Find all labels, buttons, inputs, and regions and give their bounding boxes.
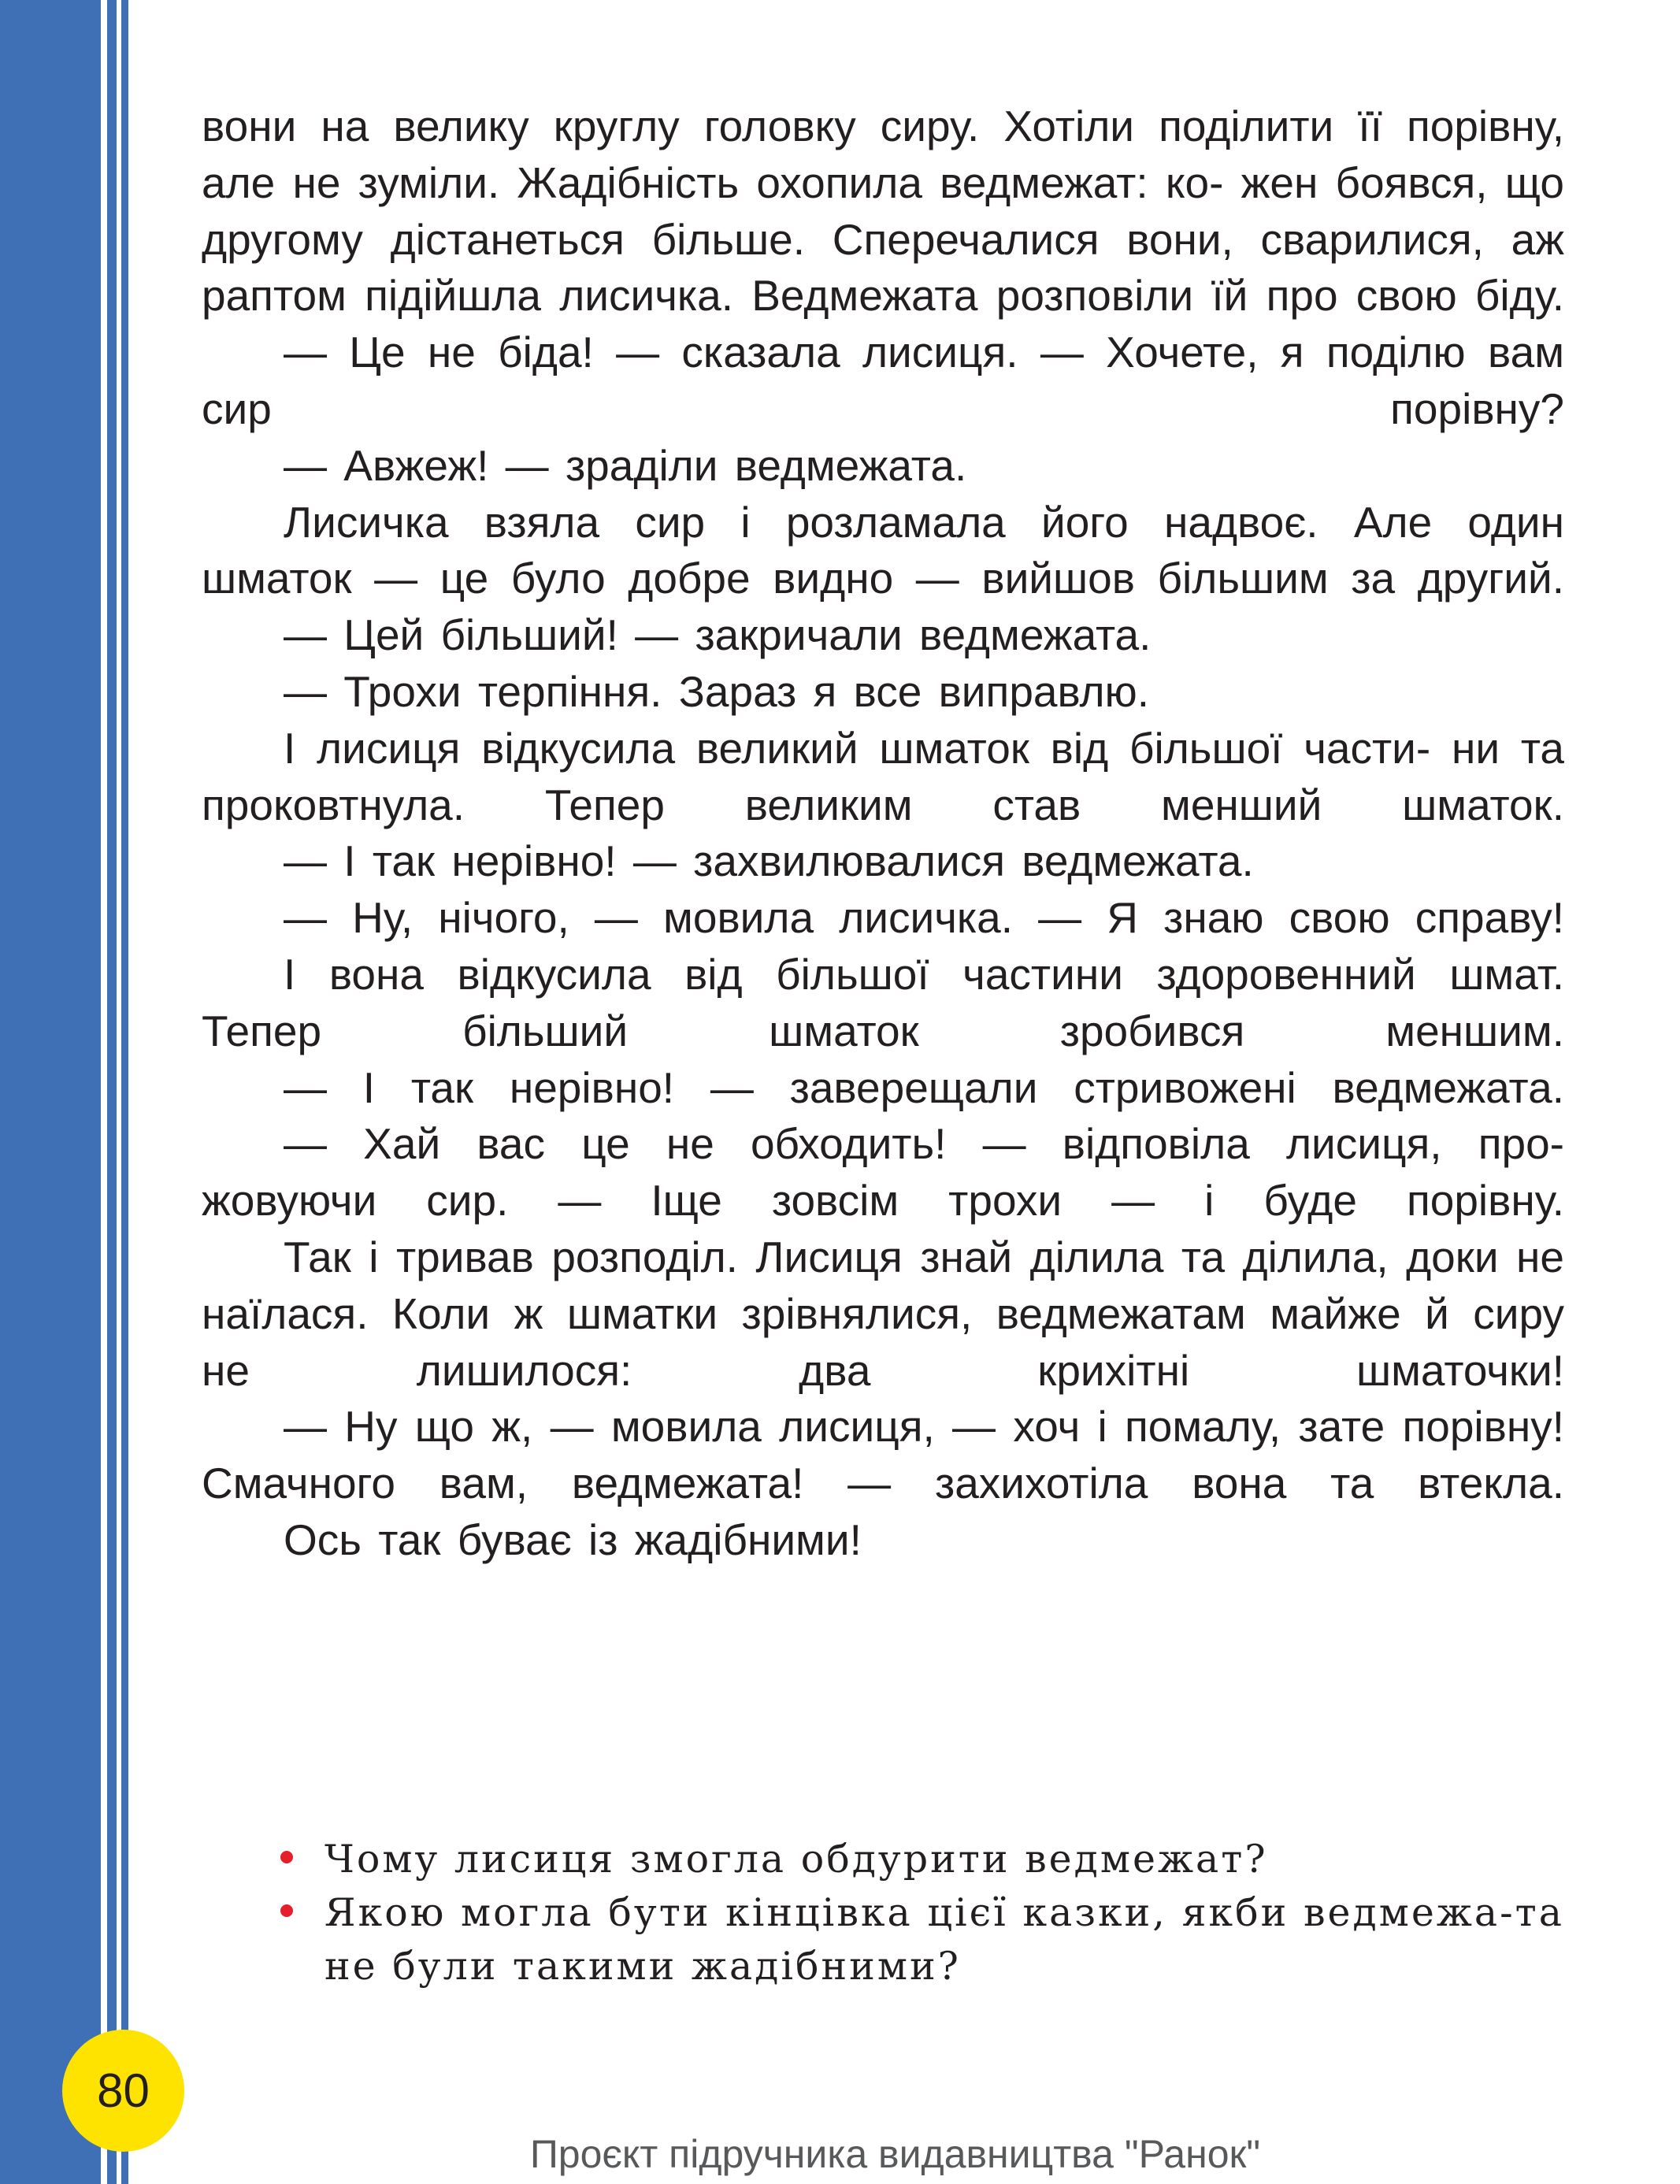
text-line: — Цей більший! — закричали ведмежата.	[284, 610, 1152, 660]
paragraph	[202, 438, 1564, 495]
text-line: шмат. Тепер більший шматок зробився меншим.	[202, 949, 1565, 1055]
text-line: втекла.	[1418, 1459, 1564, 1508]
question-text: Якою могла бути кінцівка цієї казки, якби ведмежа-та не були такими жадібними?	[325, 1890, 1564, 1989]
paragraph	[202, 495, 1564, 608]
paragraph	[202, 1060, 1564, 1117]
story-text	[202, 98, 1564, 1569]
paragraph	[202, 324, 1564, 438]
text-line: порівну! Смачного вам, ведмежата! — захихотіла вона та	[202, 1402, 1565, 1508]
text-line: жовуючи сир. — Іще зовсім трохи — і буде порівну.	[202, 1176, 1564, 1225]
text-line: шматок — це було добре видно — вийшов більшим за	[202, 554, 1396, 603]
paragraph	[202, 890, 1564, 947]
text-line: доки не наїлася. Коли ж шматки зрівнялися, ведмежатам	[202, 1232, 1564, 1338]
paragraph	[202, 98, 1564, 324]
footer-note: Проєкт підручника видавництва "Ранок"	[529, 2132, 1261, 2176]
sidebar-stripe	[107, 0, 117, 2184]
text-line: І лисиця відкусила великий шматок від більшої части-	[284, 723, 1431, 773]
text-line: — І так нерівно! — захвилювалися ведмежата.	[284, 836, 1254, 886]
paragraph	[202, 664, 1564, 721]
paragraph	[202, 1399, 1564, 1512]
text-line: І вона відкусила від більшої частини здоровенний	[284, 949, 1416, 999]
paragraph	[202, 1512, 1564, 1569]
paragraph	[202, 947, 1564, 1060]
text-line: — Ну, нічого, — мовила лисичка. — Я знаю свою	[284, 893, 1390, 943]
paragraph	[202, 721, 1564, 834]
text-line: — І так нерівно! — заверещали стривожені ведмежата.	[284, 1062, 1564, 1112]
text-line: — Трохи терпіння. Зараз я все виправлю.	[284, 666, 1150, 716]
question-item	[325, 1833, 1564, 1886]
text-line: — Ну що ж, — мовила лисиця, — хоч і помалу, зате	[284, 1402, 1385, 1452]
question-text: Чому лисиця змогла обдурити ведмежат?	[325, 1837, 1268, 1882]
text-line: жен боявся, що другому дістанеться більше. Сперечалися	[202, 158, 1564, 264]
bullet-icon	[280, 1851, 293, 1863]
text-line: Ось так буває із жадібними!	[284, 1515, 862, 1564]
bullet-icon	[280, 1904, 293, 1917]
text-line: вони на велику круглу головку сиру. Хотіли поділити її	[202, 102, 1382, 150]
page-number: 80	[97, 2064, 150, 2117]
question-item	[325, 1886, 1564, 1993]
text-line: вам сир порівну?	[202, 328, 1565, 433]
text-line: — Авжеж! — зраділи ведмежата.	[284, 440, 967, 490]
text-line: — Це не біда! — сказала лисиця. — Хочете, я поділю	[284, 328, 1466, 377]
text-line: Так і тривав розподіл. Лисиця знай ділила та ділила,	[284, 1232, 1389, 1281]
text-line: другий.	[1417, 554, 1564, 603]
text-line: розповіли їй про свою біду.	[996, 271, 1564, 321]
text-line: майже й сиру не лишилося: два крихітні шматочки!	[202, 1289, 1564, 1395]
paragraph	[202, 1116, 1564, 1229]
text-line: вони, сварилися, аж раптом підійшла лисичка. Ведмежата	[202, 214, 1565, 321]
sidebar-blue-band	[0, 0, 101, 2184]
text-line: справу!	[1415, 893, 1564, 943]
text-line: — Хай вас це не обходить! — відповіла лисиця, про-	[284, 1119, 1564, 1169]
sidebar-stripe	[121, 0, 128, 2184]
text-line: порівну, але не зуміли. Жадібність охопила ведмежат: ко-	[202, 102, 1564, 207]
paragraph	[202, 833, 1564, 890]
text-line: Лисичка взяла сир і розламала його надвоє. Але один	[284, 497, 1564, 547]
text-line: ни та проковтнула. Тепер великим став менший шматок.	[202, 723, 1564, 829]
paragraph	[202, 1229, 1564, 1399]
paragraph	[202, 607, 1564, 664]
questions-list	[280, 1833, 1564, 1993]
